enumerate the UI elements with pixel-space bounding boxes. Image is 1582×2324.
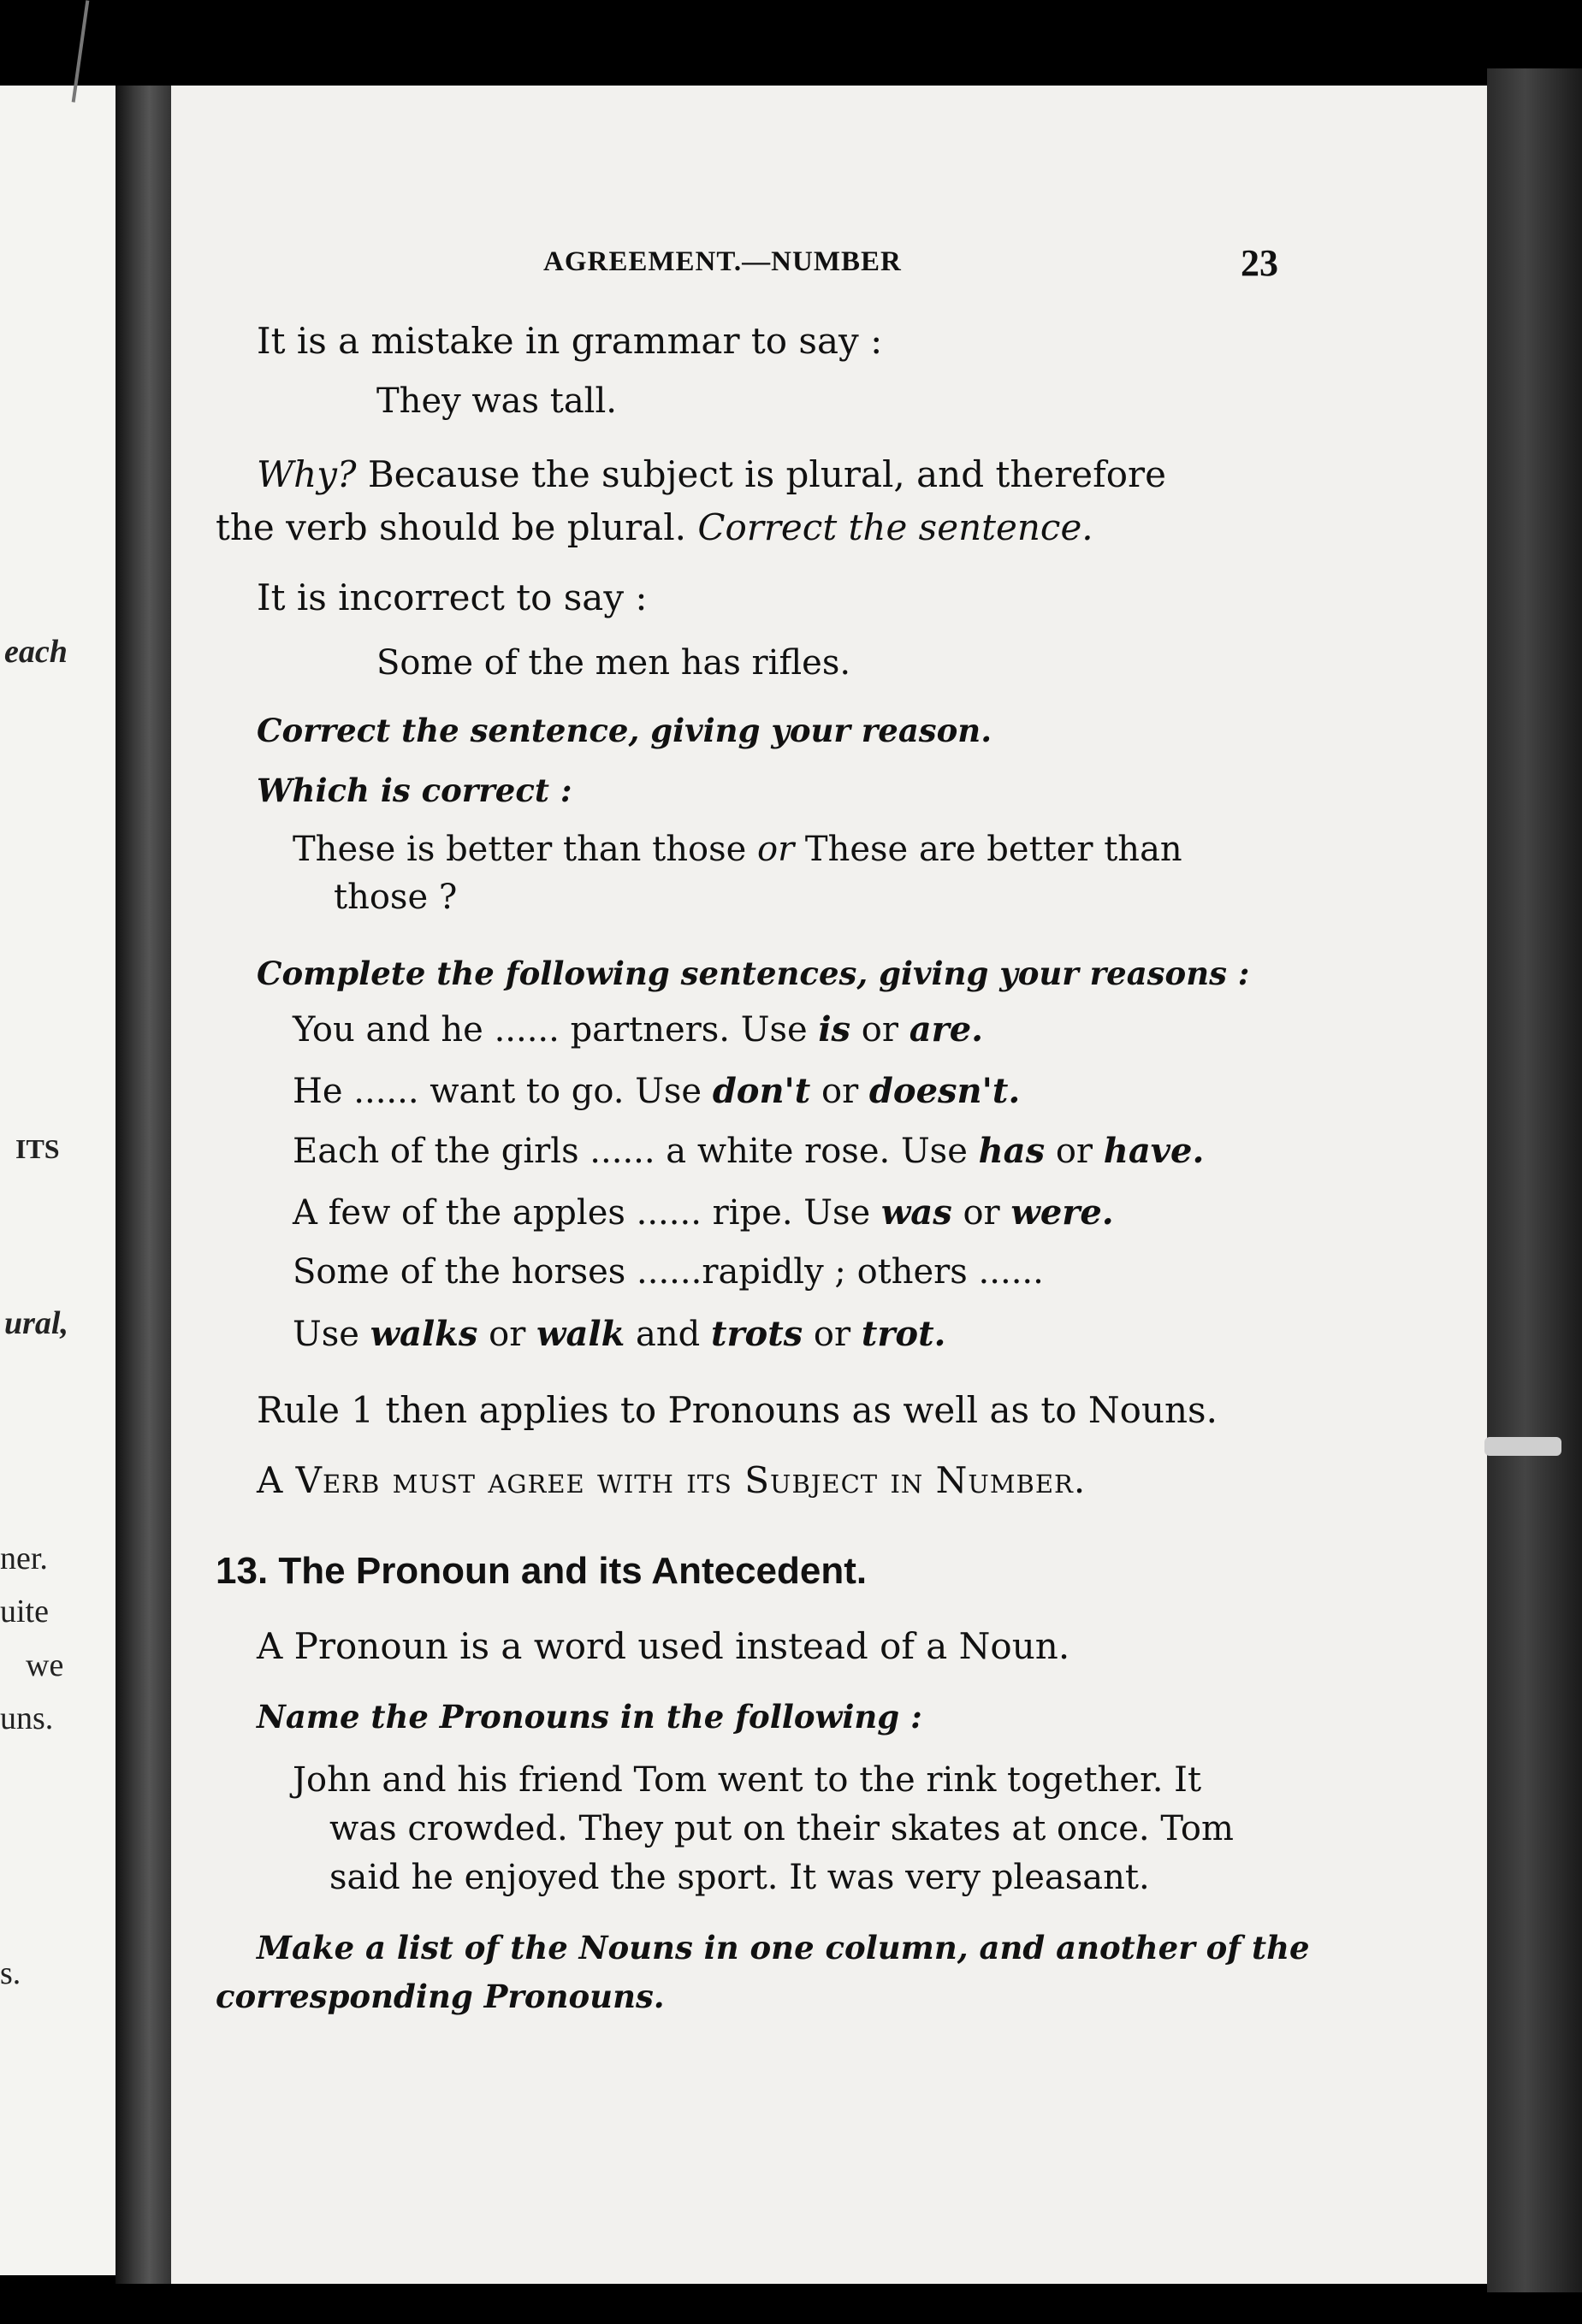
text-line <box>293 1192 1114 1233</box>
text-line <box>293 830 1182 869</box>
text-line: said he enjoyed the sport. It was very pleasant. <box>329 1858 1150 1897</box>
text-run: or <box>810 1072 869 1111</box>
text-run: the verb should be plural. <box>216 506 698 548</box>
text-run: You and he ...... partners. Use <box>293 1010 819 1050</box>
left-fragment: we <box>26 1647 64 1683</box>
left-page-edge <box>0 86 116 2275</box>
text-run: Each of the girls ...... a white rose. Use <box>293 1132 979 1171</box>
text-run: These are better than <box>794 830 1182 869</box>
text-line: A Pronoun is a word used instead of a Noun. <box>257 1625 1070 1667</box>
text-run: He ...... want to go. Use <box>293 1072 713 1111</box>
text-line <box>293 1131 1204 1171</box>
text-run: or <box>951 1193 1011 1233</box>
text-run: Correct the sentence. <box>697 506 1093 548</box>
left-fragment: s. <box>0 1955 21 1991</box>
text-run: trots <box>710 1314 803 1354</box>
running-head: AGREEMENT.—NUMBER <box>543 246 902 277</box>
text-run: or <box>850 1010 910 1050</box>
book-gutter <box>116 86 177 2284</box>
page-tab-mark <box>1484 1437 1561 1456</box>
text-line: They was tall. <box>376 381 617 421</box>
text-line: Which is correct : <box>257 772 572 809</box>
text-run: A few of the apples ...... ripe. Use <box>293 1193 881 1233</box>
text-line: It is a mistake in grammar to say : <box>257 320 883 362</box>
text-run: or <box>1045 1132 1104 1171</box>
text-line: was crowded. They put on their skates at once. Tom <box>329 1809 1234 1848</box>
text-line <box>293 1314 945 1354</box>
text-run: or <box>803 1315 862 1354</box>
text-line <box>216 506 1093 548</box>
text-line: Some of the horses ......rapidly ; others ...... <box>293 1252 1044 1292</box>
left-fragment: ITS <box>15 1133 60 1164</box>
text-run: don't <box>712 1071 811 1111</box>
text-line <box>293 1071 1020 1111</box>
text-run: were. <box>1010 1192 1114 1233</box>
left-fragment: ner. <box>0 1540 48 1576</box>
text-line: Complete the following sentences, giving your reasons : <box>257 955 1250 992</box>
text-run: has <box>978 1131 1046 1171</box>
text-line: corresponding Pronouns. <box>216 1978 665 2015</box>
left-fragment: uns. <box>0 1700 54 1736</box>
text-run: Because the subject is plural, and therefore <box>356 453 1166 495</box>
text-run: was <box>880 1192 952 1233</box>
left-fragment: uite <box>0 1594 49 1629</box>
text-run: walk <box>536 1314 625 1354</box>
text-run: is <box>818 1009 851 1050</box>
text-line: It is incorrect to say : <box>257 577 648 618</box>
right-cover-edge <box>1487 68 1582 2292</box>
text-run: doesn't. <box>868 1071 1021 1111</box>
text-line: Make a list of the Nouns in one column, and another of the <box>257 1929 1310 1966</box>
text-run: and <box>625 1315 711 1354</box>
text-run: These is better than those <box>293 830 757 869</box>
section-heading: 13. The Pronoun and its Antecedent. <box>216 1550 868 1592</box>
text-run: are. <box>909 1009 984 1050</box>
text-run: have. <box>1103 1131 1205 1171</box>
text-line <box>293 1009 983 1050</box>
text-run: walks <box>370 1314 478 1354</box>
text-line: Name the Pronouns in the following : <box>257 1698 922 1736</box>
text-line: A Verb must agree with its Subject in Number. <box>257 1459 1087 1501</box>
left-fragment: ural, <box>4 1305 68 1341</box>
text-run: Why? <box>257 453 357 495</box>
page-number: 23 <box>1241 242 1278 284</box>
text-line: those ? <box>334 878 458 917</box>
left-fragment: each <box>4 634 68 670</box>
text-run: or <box>757 830 795 869</box>
text-line <box>257 453 1166 495</box>
text-line: Rule 1 then applies to Pronouns as well as to Nouns. <box>257 1389 1218 1431</box>
text-line: John and his friend Tom went to the rink together. It <box>293 1760 1202 1800</box>
text-line: Correct the sentence, giving your reason. <box>257 712 992 749</box>
text-run: Use <box>293 1315 370 1354</box>
text-run: trot. <box>861 1314 946 1354</box>
text-line: Some of the men has rifles. <box>376 643 851 683</box>
text-run: or <box>477 1315 537 1354</box>
